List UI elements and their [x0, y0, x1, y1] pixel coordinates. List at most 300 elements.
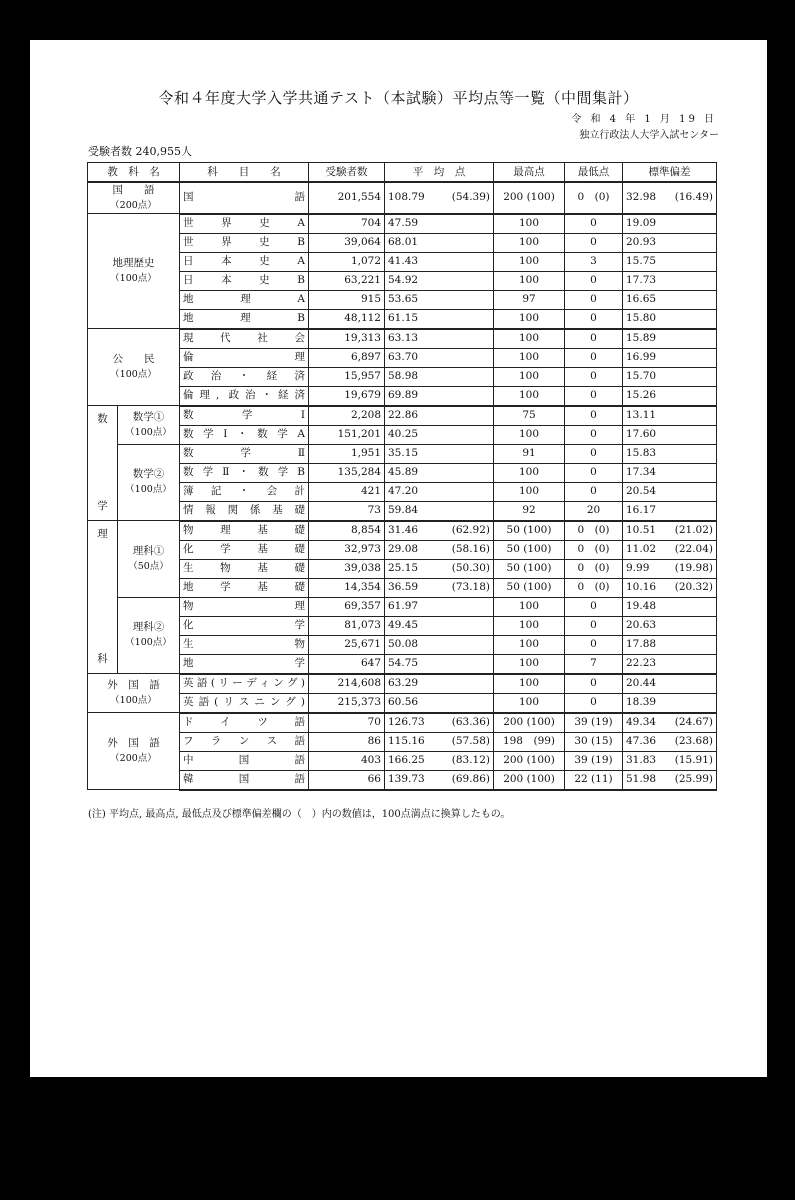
- table-row: [88, 616, 717, 635]
- page-title: 令和４年度大学入学共通テスト（本試験）平均点等一覧（中間集計）: [158, 89, 639, 107]
- average-converted: (63.36): [451, 716, 490, 728]
- sd-cell: [623, 463, 717, 482]
- max-score-cell: 200 (100): [494, 713, 565, 733]
- sd-cell: [623, 309, 717, 329]
- average-cell: [385, 770, 494, 790]
- table-row: [88, 309, 717, 329]
- sd-cell: [623, 482, 717, 501]
- header-min: 最低点: [565, 163, 623, 183]
- subject-name: 物 理 基 礎: [180, 521, 309, 541]
- table-row: [88, 386, 717, 406]
- min-score-cell: 39 (19): [565, 713, 623, 733]
- sd-converted: (21.02): [674, 524, 713, 536]
- header-category: 教 科 名: [88, 163, 180, 183]
- group-science2-points: （100点）: [125, 637, 172, 649]
- min-score-cell: 0 (0): [565, 559, 623, 578]
- table-row: [88, 214, 717, 234]
- average-value: 29.08: [388, 543, 419, 555]
- min-score-cell: 0: [565, 406, 623, 426]
- group-math2-label: 数学②: [132, 468, 165, 481]
- average-value: 22.86: [388, 409, 419, 421]
- subject-name: 倫理, 政治・経済: [180, 386, 309, 406]
- min-score-cell: 39 (19): [565, 751, 623, 770]
- header-sd: 標準偏差: [623, 163, 717, 183]
- table-row: [88, 751, 717, 770]
- sd-value: 31.83: [626, 754, 657, 766]
- average-cell: [385, 501, 494, 521]
- sd-converted: (16.49): [674, 191, 713, 204]
- max-score-cell: 200 (100): [494, 751, 565, 770]
- group-english-label: 外 国 語: [107, 679, 160, 691]
- sd-cell: [623, 182, 717, 214]
- examinee-count-cell: 915: [309, 290, 385, 309]
- average-cell: [385, 559, 494, 578]
- group-foreign-label: 外 国 語: [107, 737, 160, 749]
- subject-name: 中 国 語: [180, 751, 309, 770]
- table-row: [88, 501, 717, 521]
- max-score-cell: 100: [494, 616, 565, 635]
- sd-value: 17.88: [626, 638, 657, 650]
- average-value: 108.79: [388, 191, 425, 204]
- table-row: [88, 559, 717, 578]
- sd-value: 20.93: [626, 236, 657, 248]
- average-value: 54.75: [388, 657, 419, 669]
- max-score-cell: 100: [494, 386, 565, 406]
- average-cell: [385, 713, 494, 733]
- average-score-table: [87, 162, 717, 791]
- sd-cell: [623, 271, 717, 290]
- sd-converted: (25.99): [674, 773, 713, 785]
- subject-name: 化 学 基 礎: [180, 540, 309, 559]
- subject-name: 地 理 A: [180, 290, 309, 309]
- group-kokugo-label: 国 語: [112, 184, 155, 196]
- table-row: [88, 348, 717, 367]
- sd-value: 32.98: [626, 191, 657, 204]
- min-score-cell: 0: [565, 597, 623, 616]
- average-cell: [385, 425, 494, 444]
- average-converted: (57.58): [451, 735, 490, 747]
- min-score-cell: 0: [565, 444, 623, 463]
- examinee-count-cell: 151,201: [309, 425, 385, 444]
- subject-name: 英語(リスニング): [180, 693, 309, 713]
- group-math-top: 数: [97, 413, 108, 425]
- examinee-count-cell: 14,354: [309, 578, 385, 597]
- sd-cell: [623, 635, 717, 654]
- sd-cell: [623, 329, 717, 349]
- sd-value: 16.17: [626, 504, 657, 516]
- max-score-cell: 100: [494, 654, 565, 674]
- subject-name: 地 理 B: [180, 309, 309, 329]
- min-score-cell: 0: [565, 290, 623, 309]
- average-converted: (58.16): [451, 543, 490, 555]
- subject-name: 生 物: [180, 635, 309, 654]
- group-math2-points: （100点）: [125, 484, 172, 496]
- subject-name: 簿 記 ・ 会 計: [180, 482, 309, 501]
- min-score-cell: 0 (0): [565, 578, 623, 597]
- group-chireki-points: （100点）: [110, 273, 157, 284]
- examinee-count-cell: 63,221: [309, 271, 385, 290]
- sd-converted: (20.32): [674, 581, 713, 593]
- table-row: [88, 674, 717, 694]
- min-score-cell: 0 (0): [565, 182, 623, 214]
- table-row: [88, 578, 717, 597]
- average-cell: [385, 252, 494, 271]
- sd-cell: [623, 233, 717, 252]
- sd-value: 22.23: [626, 657, 657, 669]
- average-cell: [385, 654, 494, 674]
- header-count: 受験者数: [309, 163, 385, 183]
- subject-name: 物 理: [180, 597, 309, 616]
- max-score-cell: 100: [494, 693, 565, 713]
- average-cell: [385, 444, 494, 463]
- sd-cell: [623, 425, 717, 444]
- examinee-count-cell: 215,373: [309, 693, 385, 713]
- group-science1-points: （50点）: [128, 560, 169, 572]
- sd-cell: [623, 348, 717, 367]
- sd-value: 13.11: [626, 409, 657, 421]
- sd-value: 20.44: [626, 677, 657, 689]
- average-value: 31.46: [388, 524, 419, 536]
- subject-name: 生 物 基 礎: [180, 559, 309, 578]
- max-score-cell: 100: [494, 635, 565, 654]
- sd-value: 20.63: [626, 619, 657, 631]
- min-score-cell: 0: [565, 271, 623, 290]
- examinee-count-cell: 1,951: [309, 444, 385, 463]
- average-value: 68.01: [388, 236, 419, 248]
- group-kokugo-points: （200点）: [110, 200, 157, 211]
- subject-name: 倫 理: [180, 348, 309, 367]
- examinee-count-cell: 70: [309, 713, 385, 733]
- average-value: 35.15: [388, 447, 419, 459]
- average-cell: [385, 732, 494, 751]
- group-math: [88, 406, 118, 521]
- sd-value: 19.09: [626, 217, 657, 229]
- table-row: [88, 770, 717, 790]
- max-score-cell: 198 (99): [494, 732, 565, 751]
- examinee-count-cell: 81,073: [309, 616, 385, 635]
- average-converted: (62.92): [451, 524, 490, 536]
- date-line: 令 和 4 年 1 月 19 日: [571, 114, 717, 125]
- average-cell: [385, 616, 494, 635]
- table-row: [88, 444, 717, 463]
- min-score-cell: 0: [565, 233, 623, 252]
- average-value: 54.92: [388, 274, 419, 286]
- sd-value: 11.02: [626, 543, 657, 555]
- sd-converted: (19.98): [674, 562, 713, 574]
- max-score-cell: 97: [494, 290, 565, 309]
- table-row: [88, 597, 717, 616]
- sd-value: 15.80: [626, 312, 657, 324]
- min-score-cell: 0: [565, 386, 623, 406]
- sd-cell: [623, 693, 717, 713]
- max-score-cell: 200 (100): [494, 182, 565, 214]
- group-science1: [118, 521, 180, 598]
- sd-cell: [623, 406, 717, 426]
- average-cell: [385, 635, 494, 654]
- examinee-count-cell: 15,957: [309, 367, 385, 386]
- max-score-cell: 100: [494, 233, 565, 252]
- subject-name: 化 学: [180, 616, 309, 635]
- table-header-row: [88, 163, 717, 183]
- sd-cell: [623, 540, 717, 559]
- examinee-count-cell: 86: [309, 732, 385, 751]
- sd-cell: [623, 367, 717, 386]
- average-cell: [385, 367, 494, 386]
- examinee-count-cell: 403: [309, 751, 385, 770]
- average-converted: (50.30): [451, 562, 490, 574]
- min-score-cell: 0: [565, 674, 623, 694]
- subject-name: 情報関係基礎: [180, 501, 309, 521]
- average-cell: [385, 182, 494, 214]
- group-komin-points: （100点）: [110, 369, 157, 380]
- subject-name: フ ラ ン ス 語: [180, 732, 309, 751]
- min-score-cell: 7: [565, 654, 623, 674]
- average-value: 115.16: [388, 735, 425, 747]
- subject-name: 韓 国 語: [180, 770, 309, 790]
- min-score-cell: 0: [565, 348, 623, 367]
- examinee-count-cell: 19,313: [309, 329, 385, 349]
- sd-value: 49.34: [626, 716, 657, 728]
- examinee-count-cell: 2,208: [309, 406, 385, 426]
- sd-cell: [623, 674, 717, 694]
- average-value: 60.56: [388, 696, 419, 708]
- min-score-cell: 0: [565, 214, 623, 234]
- sd-value: 9.99: [626, 562, 650, 574]
- average-cell: [385, 578, 494, 597]
- average-cell: [385, 271, 494, 290]
- group-science2-label: 理科②: [132, 621, 165, 634]
- average-value: 61.15: [388, 312, 419, 324]
- table-row: [88, 521, 717, 541]
- examinee-count-cell: 8,854: [309, 521, 385, 541]
- min-score-cell: 0: [565, 482, 623, 501]
- min-score-cell: 0 (0): [565, 540, 623, 559]
- average-value: 139.73: [388, 773, 425, 785]
- sd-value: 15.75: [626, 255, 657, 267]
- max-score-cell: 200 (100): [494, 770, 565, 790]
- average-value: 58.98: [388, 370, 419, 382]
- min-score-cell: 0 (0): [565, 521, 623, 541]
- sd-cell: [623, 578, 717, 597]
- max-score-cell: 50 (100): [494, 559, 565, 578]
- sd-cell: [623, 386, 717, 406]
- group-chireki: [88, 214, 180, 329]
- max-score-cell: 91: [494, 444, 565, 463]
- subject-name: 日 本 史 B: [180, 271, 309, 290]
- sd-value: 20.54: [626, 485, 657, 497]
- group-chireki-label: 地理歴史: [112, 257, 155, 269]
- group-english-points: （100点）: [110, 695, 157, 706]
- max-score-cell: 50 (100): [494, 578, 565, 597]
- sd-converted: (23.68): [674, 735, 713, 747]
- average-cell: [385, 482, 494, 501]
- examinee-count-cell: 48,112: [309, 309, 385, 329]
- sd-cell: [623, 616, 717, 635]
- min-score-cell: 20: [565, 501, 623, 521]
- group-math1-label: 数学①: [132, 410, 165, 423]
- sd-value: 17.34: [626, 466, 657, 478]
- table-row: [88, 271, 717, 290]
- examinee-count-cell: 39,038: [309, 559, 385, 578]
- min-score-cell: 0: [565, 329, 623, 349]
- sd-converted: (24.67): [674, 716, 713, 728]
- table-row: [88, 654, 717, 674]
- average-cell: [385, 348, 494, 367]
- examinee-count-cell: 25,671: [309, 635, 385, 654]
- average-value: 63.29: [388, 677, 419, 689]
- sd-cell: [623, 559, 717, 578]
- average-converted: (69.86): [451, 773, 490, 785]
- average-value: 126.73: [388, 716, 425, 728]
- table-row: [88, 329, 717, 349]
- average-value: 40.25: [388, 428, 419, 440]
- examinee-count-cell: 19,679: [309, 386, 385, 406]
- max-score-cell: 100: [494, 463, 565, 482]
- subject-name: ド イ ツ 語: [180, 713, 309, 733]
- subject-name: 日 本 史 A: [180, 252, 309, 271]
- table-row: [88, 252, 717, 271]
- examinee-count-cell: 1,072: [309, 252, 385, 271]
- subject-name: 地 学 基 礎: [180, 578, 309, 597]
- average-cell: [385, 463, 494, 482]
- average-cell: [385, 329, 494, 349]
- min-score-cell: 0: [565, 425, 623, 444]
- min-score-cell: 22 (11): [565, 770, 623, 790]
- sd-cell: [623, 713, 717, 733]
- group-komin: [88, 329, 180, 406]
- average-cell: [385, 693, 494, 713]
- max-score-cell: 100: [494, 425, 565, 444]
- examinee-count-cell: 69,357: [309, 597, 385, 616]
- header-max: 最高点: [494, 163, 565, 183]
- examinee-count-cell: 421: [309, 482, 385, 501]
- average-value: 166.25: [388, 754, 425, 766]
- sd-value: 15.83: [626, 447, 657, 459]
- examinee-count: 受験者数 240,955人: [88, 145, 192, 158]
- organization: 独立行政法人大学入試センター: [579, 130, 719, 141]
- examinee-count-cell: 66: [309, 770, 385, 790]
- subject-name: 英語(リーディング): [180, 674, 309, 694]
- sd-converted: (15.91): [674, 754, 713, 766]
- average-value: 49.45: [388, 619, 419, 631]
- max-score-cell: 100: [494, 348, 565, 367]
- group-komin-label: 公 民: [112, 353, 155, 365]
- average-cell: [385, 540, 494, 559]
- sd-converted: (22.04): [674, 543, 713, 555]
- average-cell: [385, 214, 494, 234]
- max-score-cell: 100: [494, 329, 565, 349]
- group-math1-points: （100点）: [125, 426, 172, 438]
- examinee-count-cell: 704: [309, 214, 385, 234]
- average-cell: [385, 597, 494, 616]
- subject-name: 国 語: [180, 182, 309, 214]
- table-row: [88, 182, 717, 214]
- sd-cell: [623, 751, 717, 770]
- average-value: 41.43: [388, 255, 419, 267]
- table-row: [88, 693, 717, 713]
- group-science-bottom: 科: [97, 653, 108, 665]
- sd-value: 10.51: [626, 524, 657, 536]
- average-value: 63.13: [388, 332, 419, 344]
- max-score-cell: 100: [494, 214, 565, 234]
- average-value: 63.70: [388, 351, 419, 363]
- subject-name: 世 界 史 A: [180, 214, 309, 234]
- sd-cell: [623, 290, 717, 309]
- table-row: [88, 233, 717, 252]
- group-math1: [118, 406, 180, 445]
- sd-value: 19.48: [626, 600, 657, 612]
- group-science: [88, 521, 118, 674]
- table-row: [88, 713, 717, 733]
- average-value: 50.08: [388, 638, 419, 650]
- max-score-cell: 100: [494, 367, 565, 386]
- min-score-cell: 3: [565, 252, 623, 271]
- group-math2: [118, 444, 180, 521]
- max-score-cell: 100: [494, 674, 565, 694]
- sd-cell: [623, 654, 717, 674]
- max-score-cell: 100: [494, 597, 565, 616]
- average-value: 53.65: [388, 293, 419, 305]
- header-subject: 科 目 名: [180, 163, 309, 183]
- average-value: 61.97: [388, 600, 419, 612]
- average-converted: (54.39): [451, 191, 490, 204]
- sd-value: 10.16: [626, 581, 657, 593]
- document-page: [30, 40, 767, 1077]
- sd-cell: [623, 501, 717, 521]
- sd-value: 15.26: [626, 389, 657, 401]
- table-row: [88, 406, 717, 426]
- min-score-cell: 0: [565, 635, 623, 654]
- subject-name: 数 学 Ⅰ: [180, 406, 309, 426]
- min-score-cell: 30 (15): [565, 732, 623, 751]
- min-score-cell: 0: [565, 693, 623, 713]
- max-score-cell: 50 (100): [494, 521, 565, 541]
- average-cell: [385, 406, 494, 426]
- min-score-cell: 0: [565, 463, 623, 482]
- subject-name: 世 界 史 B: [180, 233, 309, 252]
- examinee-count-cell: 39,064: [309, 233, 385, 252]
- subject-name: 政 治 ・ 経 済: [180, 367, 309, 386]
- sd-cell: [623, 214, 717, 234]
- table-row: [88, 540, 717, 559]
- sd-value: 15.70: [626, 370, 657, 382]
- average-cell: [385, 751, 494, 770]
- min-score-cell: 0: [565, 367, 623, 386]
- examinee-count-cell: 201,554: [309, 182, 385, 214]
- min-score-cell: 0: [565, 616, 623, 635]
- examinee-count-cell: 6,897: [309, 348, 385, 367]
- min-score-cell: 0: [565, 309, 623, 329]
- sd-cell: [623, 521, 717, 541]
- sd-cell: [623, 252, 717, 271]
- table-row: [88, 732, 717, 751]
- average-cell: [385, 290, 494, 309]
- average-value: 69.89: [388, 389, 419, 401]
- examinee-count-cell: 647: [309, 654, 385, 674]
- subject-name: 数 学 Ⅱ: [180, 444, 309, 463]
- table-row: [88, 635, 717, 654]
- max-score-cell: 100: [494, 309, 565, 329]
- average-value: 47.59: [388, 217, 419, 229]
- table-row: [88, 425, 717, 444]
- group-science-top: 理: [97, 528, 108, 540]
- average-cell: [385, 674, 494, 694]
- sd-value: 16.65: [626, 293, 657, 305]
- average-value: 45.89: [388, 466, 419, 478]
- examinee-count-cell: 32,973: [309, 540, 385, 559]
- sd-value: 17.60: [626, 428, 657, 440]
- table-row: [88, 367, 717, 386]
